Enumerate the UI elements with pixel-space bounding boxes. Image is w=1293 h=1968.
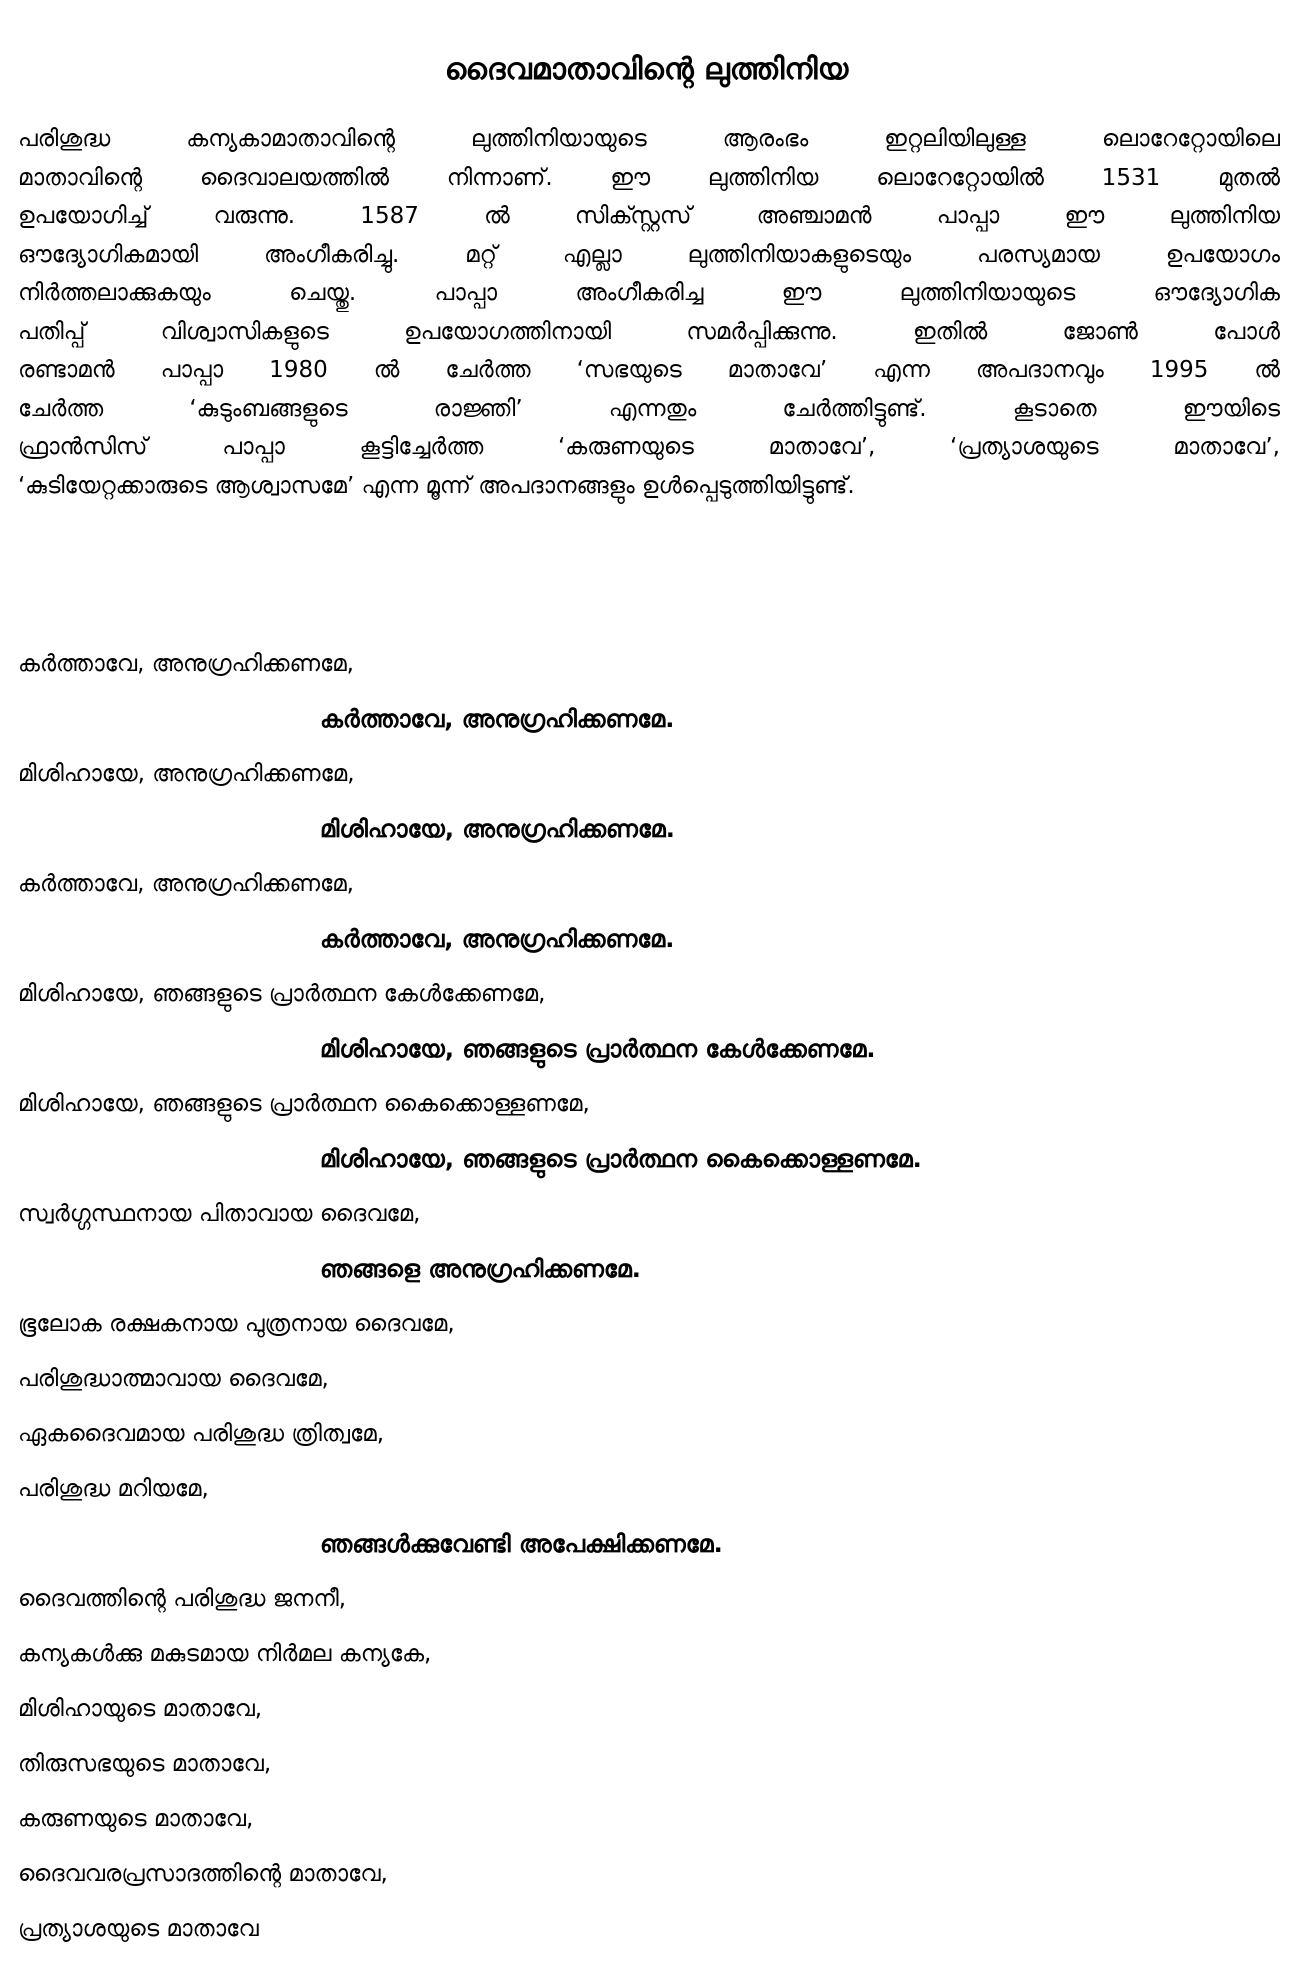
litany-invocation: കർത്താവേ, അനുഗ്രഹിക്കണമേ,	[18, 651, 354, 677]
litany-invocation: കർത്താവേ, അനുഗ്രഹിക്കണമേ,	[18, 871, 354, 897]
litany-invocation: ദൈവവരപ്രസാദത്തിന്റെ മാതാവേ,	[18, 1861, 388, 1887]
litany-response: മിശിഹായേ, അനുഗ്രഹിക്കണമേ.	[320, 815, 675, 843]
intro-line: ചേർത്ത ‘കുടുംബങ്ങളുടെ രാജ്ഞി’ എന്നതും ചേർത്തിട്ടുണ്ട്. കൂടാതെ ഈയിടെ	[18, 395, 1280, 422]
litany-invocation: ഭൂലോക രക്ഷകനായ പുത്രനായ ദൈവമേ,	[18, 1311, 455, 1337]
intro-line: രണ്ടാമൻ പാപ്പാ 1980 ൽ ചേർത്ത ‘സഭയുടെ മാതാവേ’ എന്ന അപദാനവും 1995 ൽ	[18, 357, 1280, 383]
litany-response: കർത്താവേ, അനുഗ്രഹിക്കണമേ.	[320, 705, 675, 733]
litany-invocation: പരിശുദ്ധാത്മാവായ ദൈവമേ,	[18, 1366, 329, 1392]
intro-line: പതിപ്പ് വിശ്വാസികളുടെ ഉപയോഗത്തിനായി സമർപ്പിക്കുന്നു. ഇതിൽ ജോൺ പോൾ	[18, 318, 1280, 345]
intro-line: ഔദ്യോഗികമായി അംഗീകരിച്ചു. മറ്റ് എല്ലാ ലുത്തിനിയാകളുടെയും പരസ്യമായ ഉപയോഗം	[18, 241, 1280, 268]
litany-invocation: പരിശുദ്ധ മറിയമേ,	[18, 1476, 209, 1502]
litany-invocation: മിശിഹായേ, അനുഗ്രഹിക്കണമേ,	[18, 761, 355, 787]
litany-invocation: കന്യകൾക്കു മകുടമായ നിർമല കന്യകേ,	[18, 1641, 432, 1667]
intro-line: പരിശുദ്ധ കന്യകാമാതാവിന്റെ ലുത്തിനിയായുടെ ആരംഭം ഇറ്റലിയിലുള്ള ലൊറേറ്റോയിലെ	[18, 126, 1280, 152]
litany-response: മിശിഹായേ, ഞങ്ങളുടെ പ്രാർത്ഥന കൈക്കൊള്ളണമേ.	[320, 1145, 922, 1173]
litany-invocation: ഏകദൈവമായ പരിശുദ്ധ ത്രിത്വമേ,	[18, 1421, 385, 1447]
litany-response: മിശിഹായേ, ഞങ്ങളുടെ പ്രാർത്ഥന കേൾക്കേണമേ.	[320, 1035, 876, 1063]
intro-paragraph	[18, 120, 1280, 505]
intro-line: ഉപയോഗിച്ച് വരുന്നു. 1587 ൽ സിക്സ്റ്റസ് അഞ്ചാമൻ പാപ്പാ ഈ ലുത്തിനിയ	[18, 203, 1280, 229]
litany-response: ഞങ്ങൾക്കുവേണ്ടി അപേക്ഷിക്കണമേ.	[320, 1530, 723, 1558]
intro-line: ഫ്രാൻസിസ് പാപ്പാ കൂട്ടിച്ചേർത്ത ‘കരുണയുടെ മാതാവേ’, ‘പ്രത്യാശയുടെ മാതാവേ’,	[18, 434, 1280, 460]
litany-invocation: മിശിഹായുടെ മാതാവേ,	[18, 1696, 263, 1722]
litany-invocation: പ്രത്യാശയുടെ മാതാവേ	[18, 1916, 259, 1942]
litany-invocation: ദൈവത്തിന്റെ പരിശുദ്ധ ജനനീ,	[18, 1586, 347, 1612]
litany-invocation: മിശിഹായേ, ഞങ്ങളുടെ പ്രാർത്ഥന കൈക്കൊള്ളണമേ,	[18, 1091, 590, 1117]
intro-line: ‘കുടിയേറ്റക്കാരുടെ ആശ്വാസമേ’ എന്ന മൂന്ന് അപദാനങ്ങളും ഉൾപ്പെടുത്തിയിട്ടുണ്ട്.	[18, 472, 855, 499]
litany-response: ഞങ്ങളെ അനുഗ്രഹിക്കണമേ.	[320, 1255, 641, 1283]
intro-line: നിർത്തലാക്കുകയും ചെയ്തു. പാപ്പാ അംഗീകരിച്ച ഈ ലുത്തിനിയായുടെ ഔദ്യോഗിക	[18, 280, 1280, 306]
litany-invocation: കരുണയുടെ മാതാവേ,	[18, 1806, 254, 1832]
litany-invocation: മിശിഹായേ, ഞങ്ങളുടെ പ്രാർത്ഥന കേൾക്കേണമേ,	[18, 981, 546, 1007]
intro-line: മാതാവിന്റെ ദൈവാലയത്തിൽ നിന്നാണ്. ഈ ലുത്തിനിയ ലൊറേറ്റോയിൽ 1531 മുതൽ	[18, 164, 1280, 191]
litany-invocation: സ്വർഗ്ഗസ്ഥനായ പിതാവായ ദൈവമേ,	[18, 1201, 421, 1227]
litany-invocation: തിരുസഭയുടെ മാതാവേ,	[18, 1751, 272, 1777]
page-title: ദൈവമാതാവിന്റെ ലുത്തിനിയ	[444, 52, 849, 87]
litany-response: കർത്താവേ, അനുഗ്രഹിക്കണമേ.	[320, 925, 675, 953]
